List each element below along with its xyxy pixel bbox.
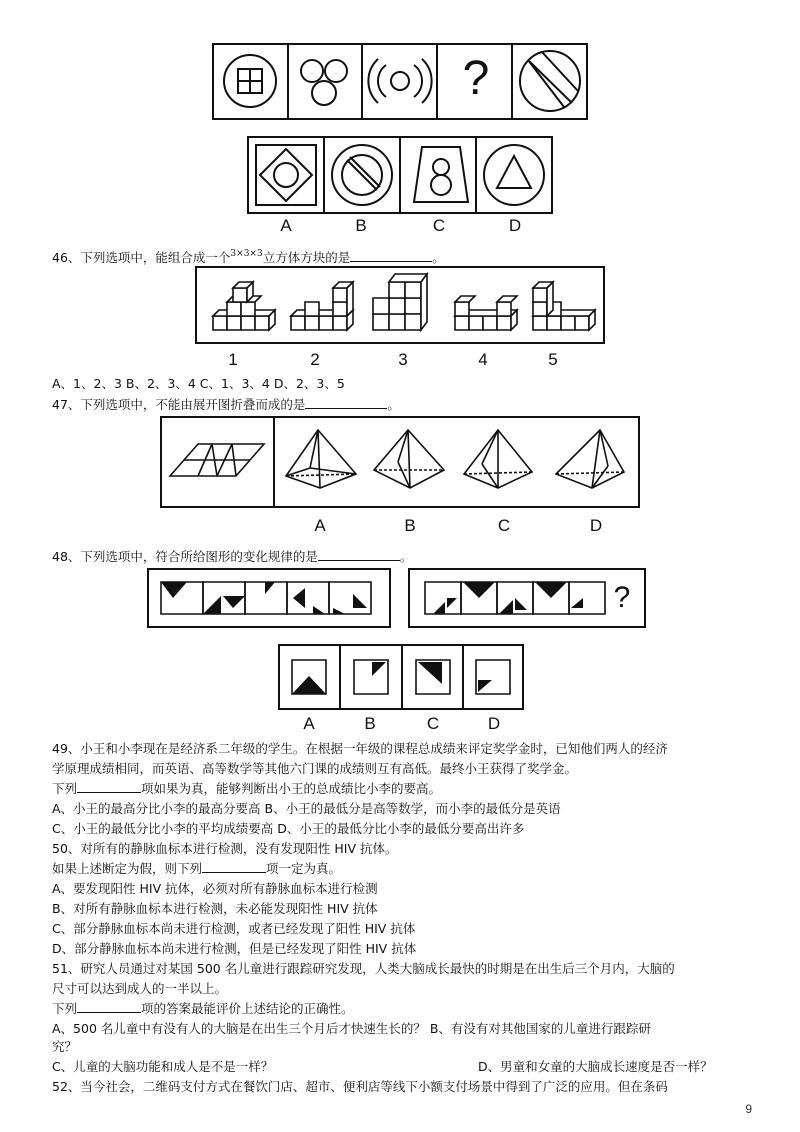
q46-suffix: 立方体方块的是 — [262, 250, 351, 265]
q50-option-a: A、要发现阳性 HIV 抗体，必须对所有静脉血标本进行检测 — [52, 881, 378, 896]
q50-line-2 — [52, 860, 341, 878]
q46-size: 3×3×3 — [230, 249, 263, 259]
q47-text: 47、下列选项中，不能由展开图折叠而成的是 — [52, 397, 306, 412]
q47-question — [52, 396, 400, 414]
q49-options-cd: C、小王的最低分比小李的平均成绩要高 D、小王的最低分比小李的最低分要高出许多 — [52, 821, 525, 836]
q47-option-d-label: D — [589, 516, 603, 535]
q47-end: 。 — [387, 397, 400, 412]
q49-line-3-b: 项如果为真，能够判断出小王的总成绩比小李的要高。 — [141, 781, 442, 796]
q46-end: 。 — [432, 250, 445, 265]
q51-answer-blank — [77, 1001, 141, 1013]
q47-option-a-label: A — [314, 516, 326, 535]
q48-sequence-figure — [147, 568, 647, 628]
q51-line-3-a: 下列 — [52, 1001, 78, 1016]
q46-choices: A、1、2、3 B、2、3、4 C、1、3、4 D、2、3、5 — [52, 376, 345, 391]
q51-line-2: 尺寸可以达到成人的一半以上。 — [52, 981, 228, 996]
q47-answer-blank — [305, 397, 387, 409]
q46-figure-label-2: 2 — [310, 350, 320, 369]
q50-line-1: 50、对所有的静脉血标本进行检测，没有发现阳性 HIV 抗体。 — [52, 841, 398, 856]
q50-option-b: B、对所有静脉血标本进行检测，未必能发现阳性 HIV 抗体 — [52, 901, 378, 916]
q48-answer-blank — [318, 549, 400, 561]
q49-answer-blank — [77, 781, 141, 793]
q46-figure-label-5: 5 — [548, 350, 558, 369]
q47-option-c-label: C — [497, 516, 511, 535]
q45-question-mark: ? — [462, 52, 490, 105]
q46-figure-label-3: 3 — [398, 350, 408, 369]
q45-options-figure — [247, 136, 553, 214]
q47-option-b-label: B — [404, 516, 416, 535]
q51-option-c: C、儿童的大脑功能和成人是不是一样？ — [52, 1059, 274, 1074]
q51-line-3-b: 项的答案最能评价上述结论的正确性。 — [141, 1001, 354, 1016]
q51-option-a: A、500 名儿童中有没有人的大脑是在出生三个月后才快速生长的？ B、有没有对其他国家的儿童进行跟踪研 — [52, 1021, 651, 1036]
q50-option-d: D、部分静脉血标本尚未进行检测，但是已经发现了阳性 HIV 抗体 — [52, 941, 417, 956]
q45-option-c-label: C — [432, 216, 446, 235]
q51-line-3 — [52, 1000, 354, 1018]
q49-line-2: 学原理成绩相同，而英语、高等数学等其他六门课的成绩则互有高低。最终小王获得了奖学金。 — [52, 761, 578, 776]
q51-option-d: D、男童和女童的大脑成长速度是否一样？ — [478, 1059, 713, 1074]
q49-line-1: 49、小王和小李现在是经济系二年级的学生。在根据一年级的课程总成绩来评定奖学金时，已知他们两人的经济 — [52, 741, 668, 756]
q46-prefix: 46、下列选项中，能组合成一个 — [52, 250, 231, 265]
page-number: 9 — [745, 1102, 752, 1116]
q45-sequence-figure — [212, 43, 588, 120]
q49-options-ab: A、小王的最高分比小李的最高分要高 B、小王的最低分是高等数学，而小李的最低分是英语 — [52, 801, 561, 816]
q50-line-2-b: 项一定为真。 — [266, 861, 342, 876]
q48-option-c-label: C — [426, 714, 440, 733]
q49-line-3-a: 下列 — [52, 781, 78, 796]
q45-option-b-label: B — [355, 216, 367, 235]
q48-text: 48、下列选项中，符合所给图形的变化规律的是 — [52, 549, 318, 564]
q48-end: 。 — [399, 549, 413, 564]
q45-option-a-label: A — [280, 216, 292, 235]
q46-cubes-figure — [195, 266, 605, 344]
q48-option-a-label: A — [303, 714, 315, 733]
q48-options-figure — [278, 644, 524, 710]
q45-option-d-label: D — [508, 216, 522, 235]
q46-question — [52, 245, 445, 267]
q50-option-c: C、部分静脉血标本尚未进行检测，或者已经发现了阳性 HIV 抗体 — [52, 921, 416, 936]
q51-option-a-cont: 究？ — [52, 1039, 78, 1054]
q51-line-1: 51、研究人员通过对某国 500 名儿童进行跟踪研究发现，人类大脑成长最快的时期是在出生后三个月内，大脑的 — [52, 961, 675, 976]
q48-option-b-label: B — [364, 714, 376, 733]
q48-option-d-label: D — [487, 714, 501, 733]
q52-line-1: 52、当今社会，二维码支付方式在餐饮门店、超市、便利店等线下小额支付场景中得到了广泛的应用。但在条码 — [52, 1079, 668, 1094]
q46-figure-label-1: 1 — [228, 350, 238, 369]
q50-answer-blank — [202, 861, 266, 873]
q48-question-mark: ? — [613, 581, 631, 614]
q46-answer-blank — [350, 250, 432, 262]
q50-line-2-a: 如果上述断定为假，则下列 — [52, 861, 203, 876]
q47-net-figure — [160, 416, 640, 508]
q49-line-3 — [52, 780, 441, 798]
q46-figure-label-4: 4 — [478, 350, 488, 369]
q48-question — [52, 548, 412, 566]
